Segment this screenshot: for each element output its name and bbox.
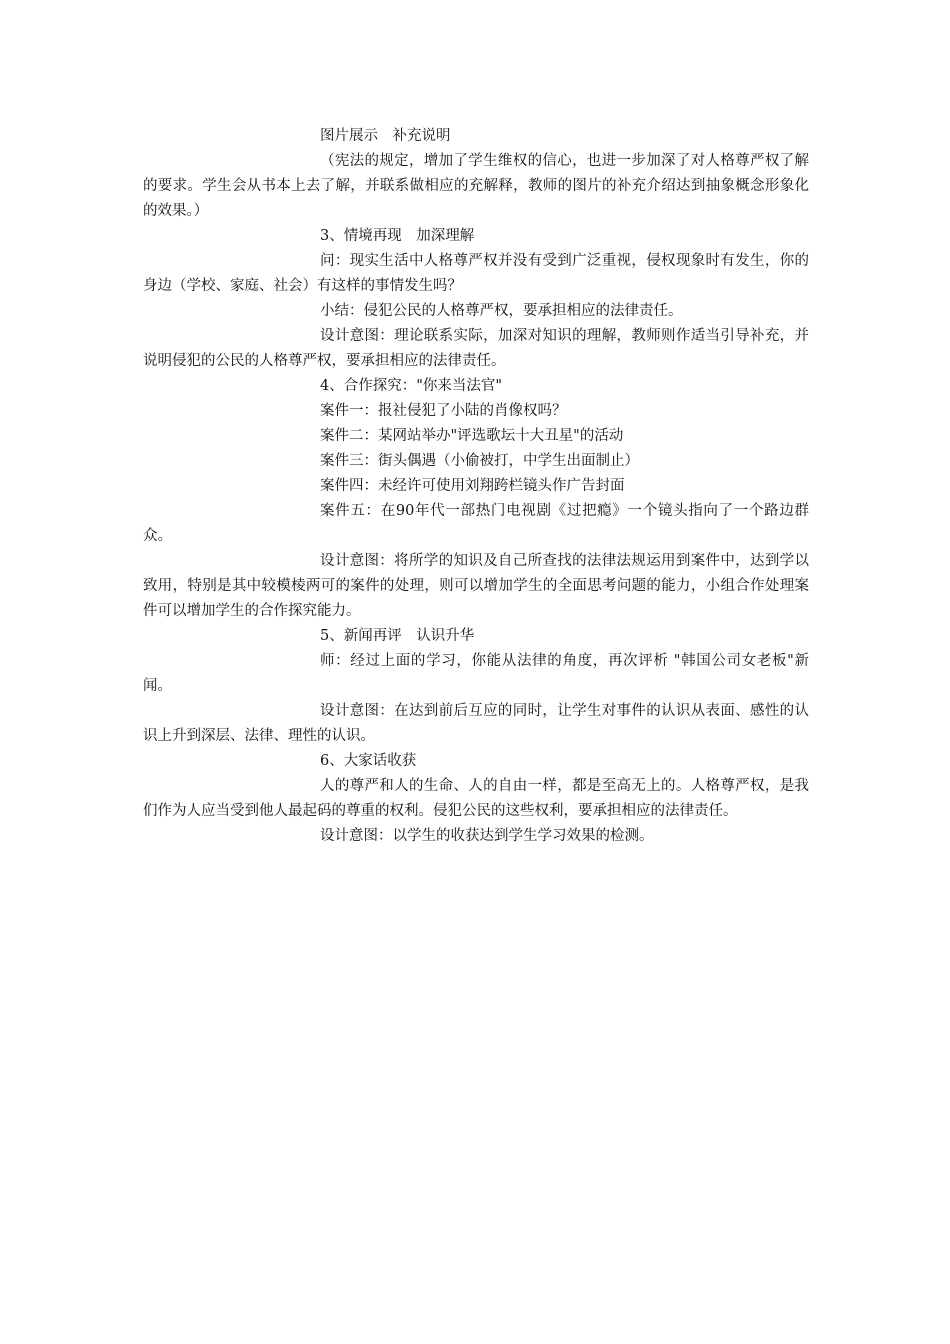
paragraph-design-intent-3: 设计意图：在达到前后互应的同时，让学生对事件的认识从表面、感性的认识上升到深层、法律、理性的认识。 bbox=[143, 703, 809, 744]
case-item-1: 案件一：报社侵犯了小陆的肖像权吗？ bbox=[320, 403, 567, 419]
paragraph-teacher-prompt: 师：经过上面的学习，你能从法律的角度，再次评析 "韩国公司女老板"新闻。 bbox=[143, 653, 809, 694]
paragraph-design-intent-4: 设计意图：以学生的收获达到学生学习效果的检测。 bbox=[320, 828, 654, 844]
paragraph-design-intent-1: 设计意图：理论联系实际，加深对知识的理解，教师则作适当引导补充，并说明侵犯的公民的人格尊严权，要承担相应的法律责任。 bbox=[143, 328, 809, 369]
document-body bbox=[143, 124, 809, 849]
case-item-3: 案件三：街头偶遇（小偷被打，中学生出面制止） bbox=[320, 453, 639, 469]
case-item-2: 案件二：某网站举办"评选歌坛十大丑星"的活动 bbox=[320, 428, 624, 444]
section-heading-3: 3、情境再现 加深理解 bbox=[320, 228, 475, 244]
case-item-5: 案件五：在90年代一部热门电视剧《过把瘾》一个镜头指向了一个路边群众。 bbox=[143, 503, 809, 544]
case-item-4: 案件四：未经许可使用刘翔跨栏镜头作广告封面 bbox=[320, 478, 625, 494]
paragraph-question: 问：现实生活中人格尊严权并没有受到广泛重视，侵权现象时有发生，你的身边（学校、家庭、社会）有这样的事情发生吗？ bbox=[143, 253, 809, 294]
paragraph-dignity-statement: 人的尊严和人的生命、人的自由一样，都是至高无上的。人格尊严权，是我们作为人应当受到他人最起码的尊重的权利。侵犯公民的这些权利，要承担相应的法律责任。 bbox=[143, 778, 809, 819]
paragraph-constitution-note: （宪法的规定，增加了学生维权的信心，也进一步加深了对人格尊严权了解的要求。学生会从书本上去了解，并联系做相应的充解释，教师的图片的补充介绍达到抽象概念形象化的效果。） bbox=[143, 153, 809, 219]
section-heading-5: 5、新闻再评 认识升华 bbox=[320, 628, 475, 644]
section-heading-4: 4、合作探究："你来当法官" bbox=[320, 378, 503, 394]
paragraph-design-intent-2: 设计意图：将所学的知识及自己所查找的法律法规运用到案件中，达到学以致用，特别是其中较模棱两可的案件的处理，则可以增加学生的全面思考问题的能力，小组合作处理案件可以增加学生的合作探究能力。 bbox=[143, 553, 809, 619]
section-heading-6: 6、大家话收获 bbox=[320, 753, 417, 769]
section-caption-picture-display: 图片展示 补充说明 bbox=[320, 128, 451, 144]
paragraph-summary: 小结：侵犯公民的人格尊严权，要承担相应的法律责任。 bbox=[320, 303, 683, 319]
